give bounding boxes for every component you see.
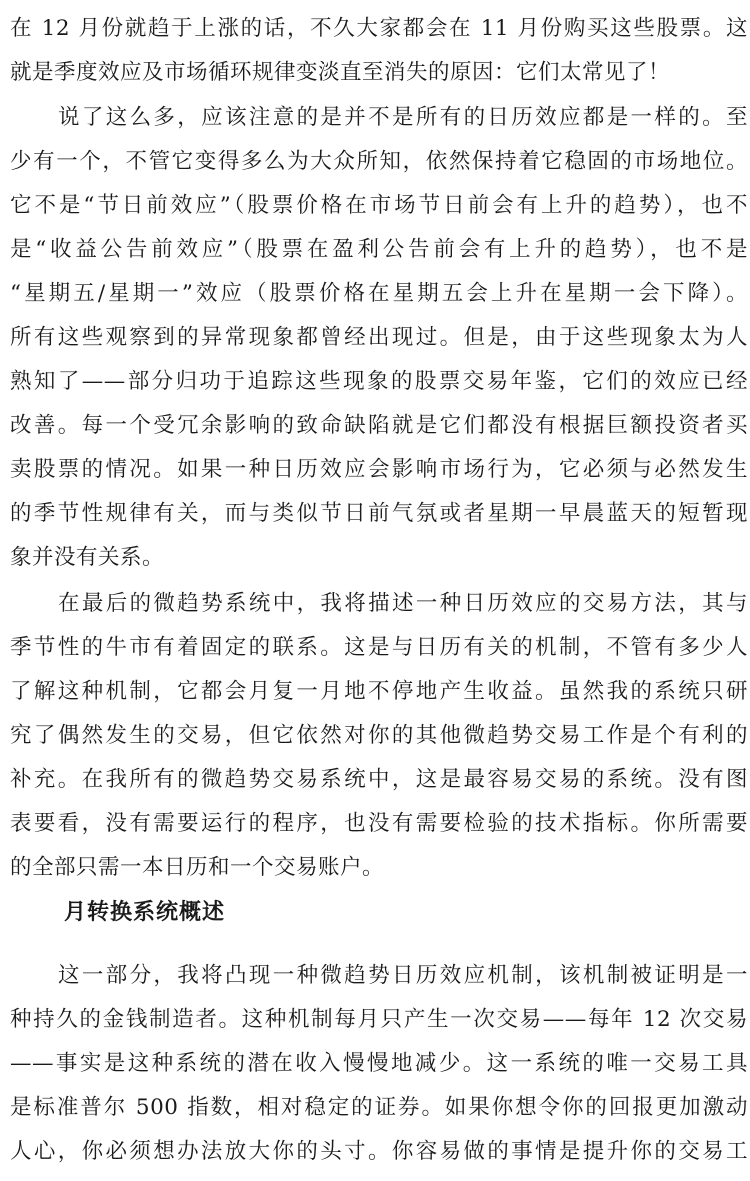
text-line: 是“收益公告前效应”（股票在盈利公告前会有上升的趋势），也不是 <box>10 237 748 262</box>
text-line: 在 12 月份就趋于上涨的话，不久大家都会在 11 月份购买这些股票。这 <box>10 16 748 41</box>
text-line: “星期五/星期一”效应（股票价格在星期五会上升在星期一会下降）。 <box>10 281 748 306</box>
text-line: 种持久的金钱制造者。这种机制每月只产生一次交易——每年 12 次交易 <box>10 1007 748 1032</box>
text-line: 它不是“节日前效应”（股票价格在市场节日前会有上升的趋势），也不 <box>10 193 748 218</box>
text-line: 说了这么多，应该注意的是并不是所有的日历效应都是一样的。至 <box>58 105 748 130</box>
text-line: 就是季度效应及市场循环规律变淡直至消失的原因：它们太常见了！ <box>10 60 671 85</box>
text-line: 熟知了——部分归功于追踪这些现象的股票交易年鉴，它们的效应已经 <box>10 369 748 394</box>
text-line: 补充。在我所有的微趋势交易系统中，这是最容易交易的系统。没有图 <box>10 767 748 792</box>
text-line: 这一部分，我将凸现一种微趋势日历效应机制，该机制被证明是一 <box>58 963 748 988</box>
text-line: 少有一个，不管它变得多么为大众所知，依然保持着它稳固的市场地位。 <box>10 149 748 174</box>
text-line: 是标准普尔 500 指数，相对稳定的证券。如果你想令你的回报更加激动 <box>10 1095 748 1120</box>
text-line: 了解这种机制，它都会月复一月地不停地产生收益。虽然我的系统只研 <box>10 679 748 704</box>
text-line: 在最后的微趋势系统中，我将描述一种日历效应的交易方法，其与 <box>58 591 748 616</box>
text-line: 的季节性规律有关，而与类似节日前气氛或者星期一早晨蓝天的短暂现 <box>10 501 748 526</box>
text-line: 究了偶然发生的交易，但它依然对你的其他微趋势交易工作是个有利的 <box>10 723 748 748</box>
text-line: 季节性的牛市有着固定的联系。这是与日历有关的机制，不管有多少人 <box>10 635 748 660</box>
text-line: 人心，你必须想办法放大你的头寸。你容易做的事情是提升你的交易工 <box>10 1139 748 1164</box>
text-line: 象并没有关系。 <box>10 545 165 570</box>
section-heading: 月转换系统概述 <box>64 900 226 925</box>
text-line: 表要看，没有需要运行的程序，也没有需要检验的技术指标。你所需要 <box>10 811 748 836</box>
text-line: 卖股票的情况。如果一种日历效应会影响市场行为，它必须与必然发生 <box>10 457 748 482</box>
text-line: 所有这些观察到的异常现象都曾经出现过。但是，由于这些现象太为人 <box>10 325 748 350</box>
text-line: ——事实是这种系统的潜在收入慢慢地减少。这一系统的唯一交易工具 <box>10 1051 748 1076</box>
text-line: 改善。每一个受冗余影响的致命缺陷就是它们都没有根据巨额投资者买 <box>10 413 748 438</box>
text-line: 的全部只需一本日历和一个交易账户。 <box>10 855 385 880</box>
